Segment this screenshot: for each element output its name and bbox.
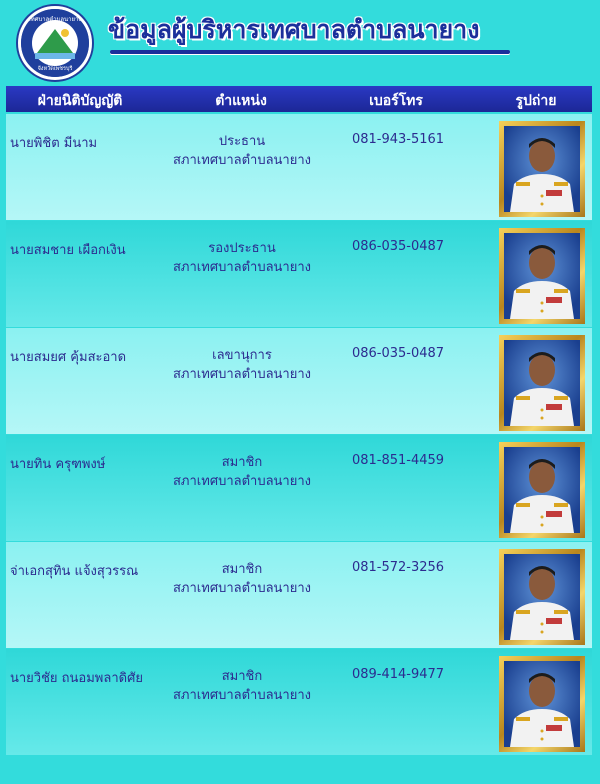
table-row [6,328,592,434]
member-position [158,667,326,705]
title-underline [110,50,510,54]
member-name: นายวิชัย ถนอมพลาดิศัย [10,671,143,686]
member-table [6,114,592,756]
position-council: สภาเทศบาลตำบลนายาง [173,367,311,382]
position-council: สภาเทศบาลตำบลนายาง [173,260,311,275]
member-name: นายพิชิต มีนาม [10,136,98,151]
member-phone[interactable]: 081-851-4459 [351,453,445,468]
member-phone[interactable]: 081-943-5161 [351,132,445,147]
member-photo [499,335,585,431]
municipality-logo [18,6,92,80]
table-header [6,86,592,112]
member-position [158,560,326,598]
table-row [6,221,592,327]
table-row [6,114,592,220]
table-row [6,649,592,755]
position-council: สภาเทศบาลตำบลนายาง [173,688,311,703]
member-phone[interactable]: 089-414-9477 [351,667,445,682]
portrait-icon [504,233,580,319]
svg-text:จังหวัดเพชรบุรี: จังหวัดเพชรบุรี [37,66,73,72]
member-photo [499,442,585,538]
page-title: ข้อมูลผู้บริหารเทศบาลตำบลนายาง [108,15,480,44]
member-position [158,346,326,384]
portrait-icon [504,661,580,747]
table-row [6,542,592,648]
member-phone[interactable]: 086-035-0487 [351,346,445,361]
portrait-icon [504,126,580,212]
position-council: สภาเทศบาลตำบลนายาง [173,153,311,168]
member-name: นายทิน ครุฑพงษ์ [10,457,106,472]
portrait-icon [504,554,580,640]
column-header-name: ฝ่ายนิติบัญญัติ [37,93,123,109]
member-position [158,132,326,170]
svg-text:เทศบาลตำบลนายาง: เทศบาลตำบลนายาง [28,16,82,23]
column-header-photo: รูปถ่าย [515,93,557,109]
table-row [6,435,592,541]
member-name: จ่าเอกสุทิน แจ้งสุวรรณ [10,564,139,579]
position-title: สมาชิก [221,669,263,684]
portrait-icon [504,340,580,426]
position-council: สภาเทศบาลตำบลนายาง [173,581,311,596]
position-title: สมาชิก [221,455,263,470]
member-photo [499,121,585,217]
member-photo [499,549,585,645]
position-council: สภาเทศบาลตำบลนายาง [173,474,311,489]
member-position [158,239,326,277]
member-photo [499,228,585,324]
position-title: ประธาน [218,134,266,149]
member-name: นายสมยศ คุ้มสะอาด [10,350,127,365]
member-position [158,453,326,491]
position-title: สมาชิก [221,562,263,577]
column-header-phone: เบอร์โทร [369,93,423,109]
portrait-icon [504,447,580,533]
column-header-position: ตำแหน่ง [215,93,267,109]
member-photo [499,656,585,752]
position-title: เลขานุการ [212,348,272,363]
emblem-icon [21,9,89,77]
member-name: นายสมชาย เผือกเงิน [10,243,126,258]
position-title: รองประธาน [208,241,276,256]
member-phone[interactable]: 086-035-0487 [351,239,445,254]
member-phone[interactable]: 081-572-3256 [351,560,445,575]
